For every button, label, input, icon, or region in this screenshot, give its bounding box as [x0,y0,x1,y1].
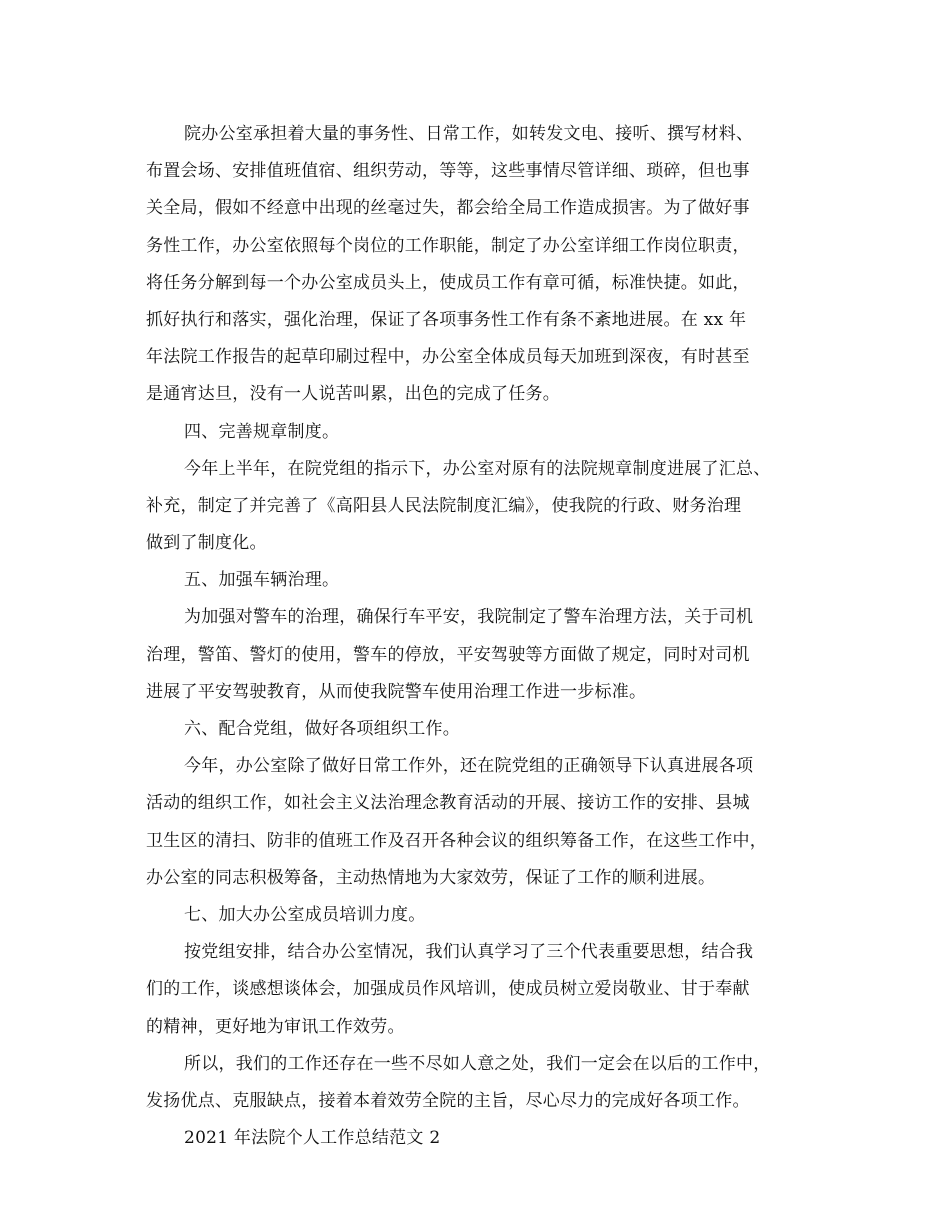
section-heading-7: 七、加大办公室成员培训力度。 [184,904,426,925]
paragraph-line: 关全局，假如不经意中出现的丝毫过失，都会给全局工作造成损害。为了做好事 [146,198,750,219]
paragraph-line: 布置会场、安排值班值宿、组织劳动，等等，这些事情尽管详细、琐碎，但也事 [146,161,750,182]
paragraph-line: 们的工作，谈感想谈体会，加强成员作风培训，使成员树立爱岗敬业、甘于奉献 [146,979,750,1000]
paragraph-line: 是通宵达旦，没有一人说苦叫累，出色的完成了任务。 [146,384,560,405]
paragraph-line: 做到了制度化。 [146,533,267,554]
paragraph-line: 补充，制定了并完善了《高阳县人民法院制度汇编》，使我院的行政、财务治理 [146,495,742,516]
paragraph-line: 为加强对警车的治理，确保行车平安，我院制定了警车治理方法，关于司机 [184,607,754,628]
paragraph-line: 务性工作，办公室依照每个岗位的工作职能，制定了办公室详细工作岗位职责， [146,235,750,256]
paragraph-line: 办公室的同志积极筹备，主动热情地为大家效劳，保证了工作的顺利进展。 [146,867,716,888]
section-heading-4: 四、完善规章制度。 [184,421,340,442]
section-heading-6: 六、配合党组，做好各项组织工作。 [184,719,460,739]
paragraph-line: 抓好执行和落实，强化治理，保证了各项事务性工作有条不紊地进展。在 xx 年 [146,309,747,330]
paragraph-line: 今年上半年，在院党组的指示下，办公室对原有的法院规章制度进展了汇总、 [184,458,771,479]
paragraph-line: 进展了平安驾驶教育，从而使我院警车使用治理工作进一步标准。 [146,681,647,702]
document-body [146,116,814,1157]
paragraph-line: 按党组安排，结合办公室情况，我们认真学习了三个代表重要思想，结合我 [184,942,754,963]
paragraph-line: 的精神，更好地为审讯工作效劳。 [146,1016,405,1037]
paragraph-line: 活动的组织工作，如社会主义法治理念教育活动的开展、接访工作的安排、县城 [146,793,750,814]
paragraph-line: 所以，我们的工作还存在一些不尽如人意之处，我们一定会在以后的工作中， [184,1053,771,1074]
paragraph-line: 卫生区的清扫、防非的值班工作及召开各种会议的组织筹备工作，在这些工作中， [146,830,767,851]
paragraph-line: 今年，办公室除了做好日常工作外，还在院党组的正确领导下认真进展各项 [184,756,754,777]
paragraph-line: 院办公室承担着大量的事务性、日常工作，如转发文电、接听、撰写材料、 [184,124,754,144]
paragraph-line: 年法院工作报告的起草印刷过程中，办公室全体成员每天加班到深夜，有时甚至 [146,347,750,368]
paragraph-line: 将任务分解到每一个办公室成员头上，使成员工作有章可循，标准快捷。如此， [146,272,750,293]
document-subtitle: 2021 年法院个人工作总结范文 2 [184,1128,441,1149]
paragraph-line: 发扬优点、克服缺点，接着本着效劳全院的主旨，尽心尽力的完成好各项工作。 [146,1090,750,1111]
paragraph-line: 治理，警笛、警灯的使用，警车的停放，平安驾驶等方面做了规定，同时对司机 [146,644,750,665]
section-heading-5: 五、加强车辆治理。 [184,570,340,591]
